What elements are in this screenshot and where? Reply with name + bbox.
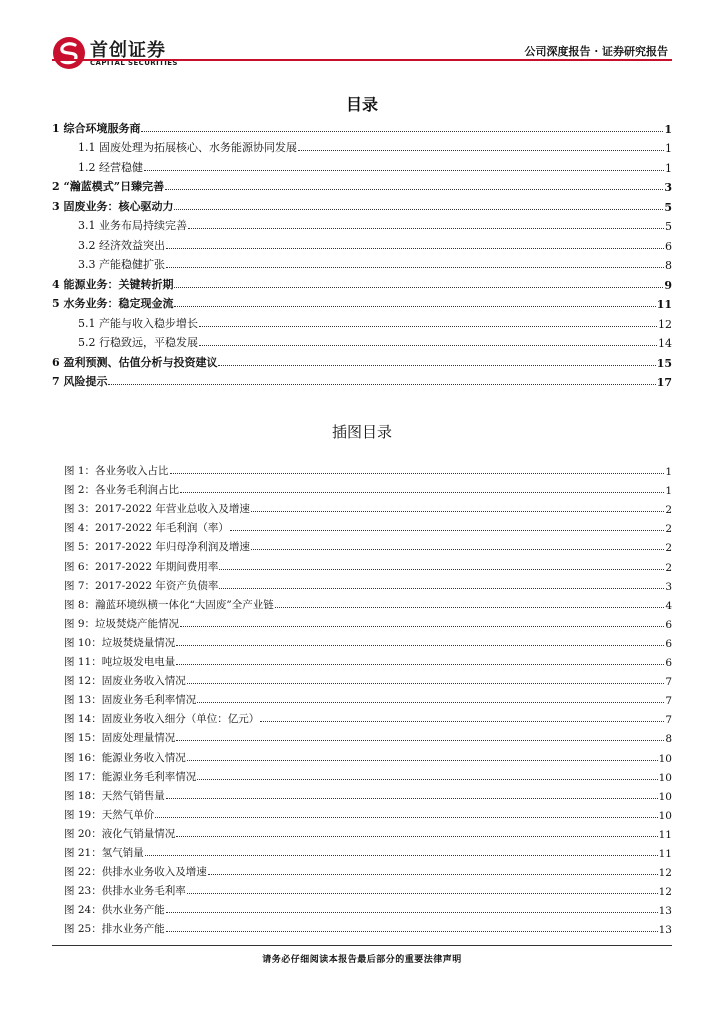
figure-entry[interactable] (64, 574, 672, 593)
dot-leader (176, 664, 664, 665)
dot-leader (165, 189, 663, 190)
figure-entry-page: 8 (665, 733, 672, 746)
toc-entry-label: 5 水务业务：稳定现金流 (52, 297, 174, 310)
figure-entry[interactable] (64, 784, 672, 803)
dot-leader (174, 287, 663, 288)
dot-leader (176, 836, 657, 837)
toc-entry[interactable] (52, 331, 672, 351)
toc-entry-page: 3 (664, 181, 672, 194)
dot-leader (187, 760, 658, 761)
figure-entry-page: 2 (665, 542, 672, 555)
figure-entry-label: 图 12：固废业务收入情况 (64, 675, 186, 688)
toc-entry-label: 3.2 经济效益突出 (78, 238, 165, 252)
figure-entry-label: 图 3：2017-2022 年营业总收入及增速 (64, 503, 250, 516)
dot-leader (219, 588, 664, 589)
dot-leader (187, 683, 665, 684)
dot-leader (176, 645, 664, 646)
figure-entry-label: 图 11：吨垃圾发电电量 (64, 656, 176, 669)
figure-entry-page: 7 (665, 695, 672, 708)
figure-entry-page: 2 (665, 504, 672, 517)
toc-entry-page: 8 (665, 259, 672, 272)
toc-entry-label: 5.2 行稳致远，平稳发展 (78, 336, 198, 349)
toc-entry-page: 5 (665, 220, 672, 233)
dot-leader (145, 855, 658, 856)
toc-entry-label: 6 盈利预测、估值分析与投资建议 (52, 355, 218, 369)
company-logo (52, 36, 202, 72)
figure-entry[interactable] (64, 669, 672, 688)
dot-leader (108, 384, 655, 385)
figure-entry[interactable] (64, 497, 672, 516)
figure-entry-page: 1 (665, 466, 672, 479)
dot-leader (199, 326, 657, 327)
toc-entry[interactable] (52, 214, 672, 234)
toc-entry-page: 1 (665, 161, 672, 175)
figure-entry[interactable] (64, 688, 672, 707)
figure-entry[interactable] (64, 554, 672, 573)
figure-entry-label: 图 2：各业务毛利润占比 (64, 484, 180, 497)
figure-entry-label: 图 1：各业务收入占比 (64, 465, 169, 478)
figure-entry-label: 图 8：瀚蓝环境纵横一体化“大固废”全产业链 (64, 598, 274, 611)
figure-entry[interactable] (64, 860, 672, 879)
figure-entry[interactable] (64, 917, 672, 936)
toc-entry[interactable] (52, 311, 672, 331)
figure-entry[interactable] (64, 612, 672, 631)
toc-entry-label: 1.1 固废处理为拓展核心、水务能源协同发展 (78, 141, 297, 154)
dot-leader (170, 473, 665, 474)
figure-entry[interactable] (64, 650, 672, 669)
figure-entry-label: 图 18：天然气销售量 (64, 789, 165, 802)
dot-leader (199, 345, 657, 346)
toc-entry-label: 4 能源业务：关键转折期 (52, 277, 174, 291)
dot-leader (197, 779, 657, 780)
dot-leader (260, 721, 664, 722)
figure-entry-page: 7 (665, 714, 672, 727)
figure-entry-label: 图 14：固废业务收入细分（单位：亿元） (64, 713, 260, 726)
figure-entry-label: 图 23：供排水业务毛利率 (64, 885, 186, 898)
dot-leader (187, 893, 658, 894)
figure-entry[interactable] (64, 478, 672, 497)
figure-entry-label: 图 17：能源业务毛利率情况 (64, 770, 197, 783)
figure-list (64, 459, 672, 936)
figure-entry-page: 6 (665, 618, 672, 631)
toc-entry[interactable] (52, 155, 672, 175)
figure-entry[interactable] (64, 898, 672, 917)
dot-leader (230, 530, 664, 531)
toc-entry[interactable] (52, 350, 672, 370)
figure-entry-page: 7 (665, 676, 672, 689)
figure-entry-page: 2 (665, 523, 672, 536)
toc-title: 目录 (345, 95, 378, 114)
dot-leader (166, 931, 658, 932)
toc-entry-label: 7 风险提示 (52, 375, 108, 388)
figure-entry-label: 图 6：2017-2022 年期间费用率 (64, 560, 219, 573)
figure-entry-label: 图 19：天然气单价 (64, 808, 155, 821)
dot-leader (180, 626, 664, 627)
figure-entry-page: 11 (658, 847, 672, 860)
figure-entry-page: 4 (665, 599, 672, 612)
figure-entry-page: 11 (658, 828, 672, 841)
figure-entry-page: 6 (665, 657, 672, 670)
toc-entry-label: 3.3 产能稳健扩张 (78, 258, 165, 271)
figure-entry-page: 10 (658, 809, 672, 822)
toc-entry[interactable] (52, 175, 672, 195)
toc-entry[interactable] (52, 370, 672, 390)
figure-entry[interactable] (64, 726, 672, 745)
figure-entry-label: 图 20：液化气销量情况 (64, 827, 176, 840)
figure-entry-label: 图 24：供水业务产能 (64, 904, 165, 917)
dot-leader (180, 492, 664, 493)
dot-leader (166, 912, 658, 913)
figure-entry[interactable] (64, 516, 672, 535)
dot-leader (197, 702, 664, 703)
dot-leader (275, 607, 665, 608)
figure-entry-page: 10 (658, 752, 672, 765)
figure-entry-page: 13 (658, 905, 672, 918)
figure-entry-page: 13 (658, 924, 672, 937)
figure-entry-page: 12 (658, 867, 672, 880)
figure-entry-label: 图 4：2017-2022 年毛利润（率） (64, 522, 229, 535)
footer-divider (52, 945, 672, 946)
dot-leader (174, 306, 655, 307)
toc-entry-label: 3 固废业务：核心驱动力 (52, 199, 174, 213)
toc-entry-page: 14 (658, 337, 672, 350)
toc-entry-page: 1 (665, 142, 672, 155)
figure-entry-label: 图 15：固废处理量情况 (64, 732, 176, 745)
company-name-cn: 首创证券 (90, 40, 166, 61)
figure-entry-page: 1 (665, 485, 672, 498)
report-type: 公司深度报告 · 证券研究报告 (524, 45, 668, 58)
dot-leader (144, 170, 664, 171)
figure-entry-page: 12 (658, 886, 672, 899)
dot-leader (298, 150, 664, 151)
figure-entry[interactable] (64, 745, 672, 764)
figure-entry-label: 图 13：固废业务毛利率情况 (64, 694, 197, 707)
toc-entry[interactable] (52, 116, 672, 136)
figure-entry-page: 3 (665, 580, 672, 593)
toc-entry-page: 6 (665, 239, 672, 253)
toc-entry-page: 1 (664, 122, 672, 136)
dot-leader (176, 740, 664, 741)
figure-entry[interactable] (64, 593, 672, 612)
legal-notice: 请务必仔细阅读本报告最后部分的重要法律声明 (262, 955, 462, 965)
dot-leader (166, 267, 664, 268)
toc-entry[interactable] (52, 292, 672, 312)
figure-entry[interactable] (64, 841, 672, 860)
figure-entry-label: 图 22：供排水业务收入及增速 (64, 866, 207, 879)
dot-leader (208, 874, 658, 875)
figure-entry-label: 图 9：垃圾焚烧产能情况 (64, 617, 180, 630)
toc-entry-page: 5 (664, 200, 672, 214)
toc-entry[interactable] (52, 194, 672, 214)
dot-leader (174, 209, 663, 210)
toc-entry-page: 11 (656, 298, 672, 311)
figure-entry[interactable] (64, 765, 672, 784)
figure-entry[interactable] (64, 535, 672, 554)
capital-securities-logo-icon (52, 36, 86, 70)
toc-list (52, 116, 672, 389)
figure-entry-page: 6 (665, 637, 672, 650)
figure-entry[interactable] (64, 822, 672, 841)
toc-entry-label: 3.1 业务布局持续完善 (78, 219, 187, 232)
dot-leader (166, 798, 658, 799)
dot-leader (166, 248, 664, 249)
figure-entry-label: 图 16：能源业务收入情况 (64, 751, 186, 764)
figure-entry[interactable] (64, 631, 672, 650)
dot-leader (155, 817, 657, 818)
figure-entry[interactable] (64, 459, 672, 478)
figure-entry-page: 10 (658, 771, 672, 784)
toc-entry-page: 15 (656, 356, 672, 370)
page-header (0, 0, 724, 70)
dot-leader (141, 131, 663, 132)
toc-entry[interactable] (52, 233, 672, 253)
figure-entry[interactable] (64, 879, 672, 898)
dot-leader (251, 549, 664, 550)
figure-entry-page: 10 (658, 790, 672, 803)
toc-entry[interactable] (52, 272, 672, 292)
dot-leader (188, 228, 664, 229)
figure-entry[interactable] (64, 803, 672, 822)
toc-entry-label: 1 综合环境服务商 (52, 121, 141, 135)
toc-entry-label: 5.1 产能与收入稳步增长 (78, 316, 198, 330)
toc-entry-page: 12 (658, 317, 672, 331)
figure-entry[interactable] (64, 707, 672, 726)
header-divider (52, 59, 672, 61)
toc-entry-label: 1.2 经营稳健 (78, 160, 143, 174)
figure-entry-label: 图 7：2017-2022 年资产负债率 (64, 579, 219, 592)
dot-leader (219, 569, 664, 570)
dot-leader (251, 511, 664, 512)
dot-leader (218, 365, 655, 366)
figure-entry-page: 2 (665, 561, 672, 574)
toc-entry[interactable] (52, 136, 672, 156)
toc-entry-page: 9 (664, 278, 672, 292)
figure-entry-label: 图 10：垃圾焚烧量情况 (64, 636, 176, 649)
company-name-en: CAPITAL SECURITIES (90, 59, 178, 67)
figure-entry-label: 图 21：氢气销量 (64, 846, 144, 859)
figure-entry-label: 图 25：排水业务产能 (64, 923, 165, 936)
toc-entry-page: 17 (656, 376, 672, 389)
figure-entry-label: 图 5：2017-2022 年归母净利润及增速 (64, 541, 250, 554)
toc-entry[interactable] (52, 253, 672, 273)
toc-entry-label: 2 “瀚蓝模式”日臻完善 (52, 180, 165, 193)
figure-list-title: 插图目录 (331, 423, 392, 441)
